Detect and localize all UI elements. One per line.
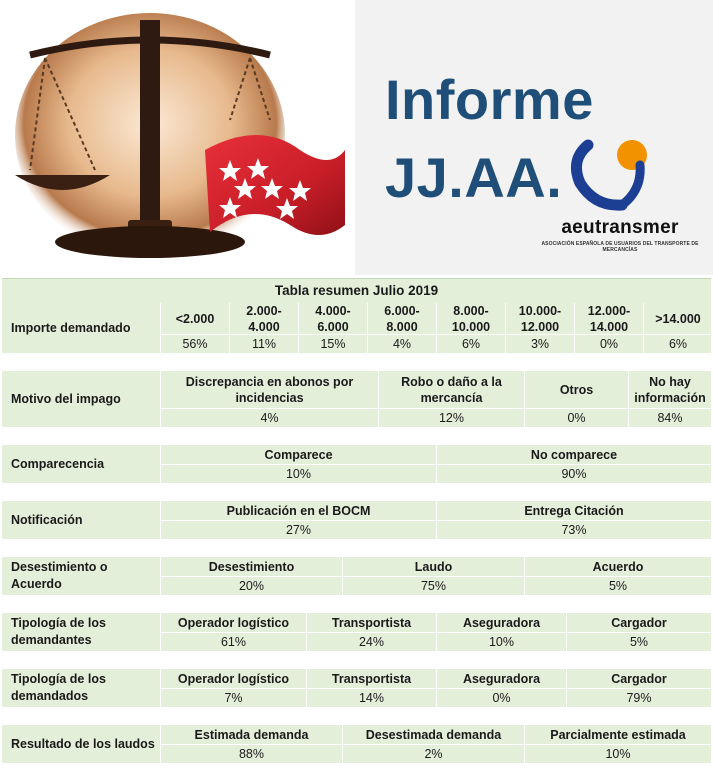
column-header: Publicación en el BOCM: [160, 501, 436, 521]
table-group: [2, 557, 711, 595]
column-value: 90%: [436, 465, 711, 484]
column-value: 15%: [298, 335, 367, 354]
column-value: 10%: [160, 465, 436, 484]
column-header: Aseguradora: [436, 669, 566, 689]
column-value: 12%: [378, 409, 524, 428]
column-value: 4%: [367, 335, 436, 354]
column-value: 0%: [574, 335, 643, 354]
column-header: Estimada demanda: [160, 725, 342, 745]
group-label: Notificación: [11, 512, 83, 527]
report-header: [0, 0, 713, 275]
aeutransmer-logo: [540, 135, 700, 260]
group-label: Tipología de los demandados: [11, 672, 106, 703]
column-header: Parcialmente estimada: [524, 725, 711, 745]
column-value: 0%: [436, 689, 566, 708]
title-panel: [355, 0, 713, 275]
column-header: Transportista: [306, 613, 436, 633]
column-header: Transportista: [306, 669, 436, 689]
logo-subtext: ASOCIACIÓN ESPAÑOLA DE USUARIOS DEL TRANSPORTE DE MERCANCÍAS: [541, 241, 699, 253]
logo-swirl-icon: [540, 135, 700, 215]
group-label: Resultado de los laudos: [11, 736, 155, 751]
column-header: Acuerdo: [524, 557, 711, 577]
column-value: 5%: [524, 577, 711, 596]
column-value: 20%: [160, 577, 342, 596]
column-value: 75%: [342, 577, 524, 596]
row-gap: [2, 539, 711, 557]
group-label: Motivo del impago: [11, 391, 121, 406]
column-value: 14%: [306, 689, 436, 708]
column-value: 6%: [643, 335, 712, 354]
column-value: 6%: [436, 335, 505, 354]
report-title-line1: Informe: [385, 68, 594, 131]
report-title-line2: JJ.AA.: [385, 146, 563, 209]
column-header: Operador logístico: [160, 613, 306, 633]
column-value: 7%: [160, 689, 306, 708]
column-header: Operador logístico: [160, 669, 306, 689]
table-group: [2, 371, 711, 427]
logo-text: aeutransmer: [561, 217, 679, 238]
column-header: >14.000: [643, 303, 712, 335]
column-header: <2.000: [160, 303, 229, 335]
group-columns: [160, 669, 711, 707]
table-group: [2, 725, 711, 763]
table-group: [2, 669, 711, 707]
column-value: 79%: [566, 689, 711, 708]
column-value: 88%: [160, 745, 342, 764]
column-value: 10%: [436, 633, 566, 652]
group-columns: [160, 371, 711, 427]
group-label: Comparecencia: [11, 456, 105, 471]
table-group: [2, 445, 711, 483]
group-columns: [160, 725, 711, 763]
column-header: No hay información: [628, 371, 711, 409]
column-header: Desestimiento: [160, 557, 342, 577]
table-group: [2, 501, 711, 539]
column-value: 73%: [436, 521, 711, 540]
column-header: Desestimada demanda: [342, 725, 524, 745]
table-caption: Tabla resumen Julio 2019: [2, 278, 711, 303]
column-header: 8.000-10.000: [436, 303, 505, 335]
summary-table: [2, 278, 711, 763]
column-value: 56%: [160, 335, 229, 354]
row-gap: [2, 353, 711, 371]
column-value: 3%: [505, 335, 574, 354]
column-header: Robo o daño a la mercancía: [378, 371, 524, 409]
column-value: 27%: [160, 521, 436, 540]
row-gap: [2, 651, 711, 669]
group-label: Importe demandado: [11, 320, 131, 335]
group-columns: [160, 613, 711, 651]
column-value: 5%: [566, 633, 711, 652]
column-header: Entrega Citación: [436, 501, 711, 521]
column-value: 61%: [160, 633, 306, 652]
table-group: [2, 303, 711, 353]
group-label: Tipología de los demandantes: [11, 616, 106, 647]
column-value: 11%: [229, 335, 298, 354]
row-gap: [2, 707, 711, 725]
column-header: 2.000-4.000: [229, 303, 298, 335]
group-label: Desestimiento o Acuerdo: [11, 560, 108, 591]
justice-scale-flag-image: [0, 0, 355, 275]
column-header: Comparece: [160, 445, 436, 465]
column-header: 4.000-6.000: [298, 303, 367, 335]
group-columns: [160, 557, 711, 595]
table-group: [2, 613, 711, 651]
group-columns: [160, 445, 711, 483]
group-columns: [160, 501, 711, 539]
column-header: 6.000-8.000: [367, 303, 436, 335]
column-value: 84%: [628, 409, 711, 428]
column-header: Aseguradora: [436, 613, 566, 633]
column-header: Otros: [524, 371, 628, 409]
column-header: Laudo: [342, 557, 524, 577]
row-gap: [2, 483, 711, 501]
row-gap: [2, 427, 711, 445]
column-header: 12.000-14.000: [574, 303, 643, 335]
group-columns: [160, 303, 712, 353]
column-header: Cargador: [566, 613, 711, 633]
column-header: No comparece: [436, 445, 711, 465]
row-gap: [2, 595, 711, 613]
column-header: Discrepancia en abonos por incidencias: [160, 371, 378, 409]
column-value: 2%: [342, 745, 524, 764]
column-value: 4%: [160, 409, 378, 428]
scale-icon: [0, 0, 355, 275]
column-header: 10.000-12.000: [505, 303, 574, 335]
column-value: 0%: [524, 409, 628, 428]
column-header: Cargador: [566, 669, 711, 689]
column-value: 10%: [524, 745, 711, 764]
column-value: 24%: [306, 633, 436, 652]
